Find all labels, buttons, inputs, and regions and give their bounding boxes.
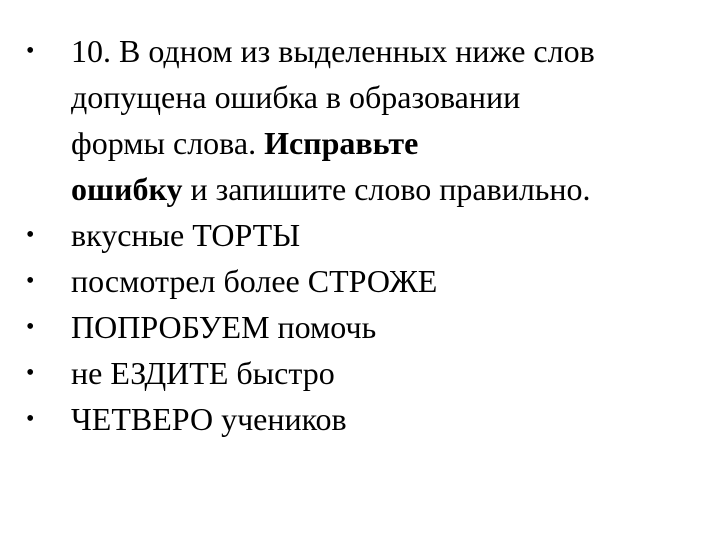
task-line-1: 10. В одном из выделенных ниже слов: [71, 33, 595, 69]
bullet-dot: •: [26, 360, 35, 386]
task-line-3: [71, 120, 706, 166]
list-item-text: вкусные ТОРТЫ: [71, 217, 301, 253]
task-line-3-bold: Исправьте: [264, 125, 419, 161]
list-item: [26, 212, 706, 258]
list-item: [26, 350, 706, 396]
task-line-3-plain: формы слова.: [71, 125, 265, 161]
bullet-dot: •: [26, 314, 35, 340]
bullet-dot: •: [26, 222, 35, 248]
list-item: [26, 396, 706, 442]
list-item-text: посмотрел более СТРОЖЕ: [71, 263, 438, 299]
bullet-dot: •: [26, 268, 35, 294]
list-item-text: не ЕЗДИТЕ быстро: [71, 355, 335, 391]
bullet-dot: •: [26, 38, 35, 64]
list-item: [26, 258, 706, 304]
task-line-4-bold: ошибку: [71, 171, 183, 207]
bullet-dot: •: [26, 406, 35, 432]
task-item: [26, 28, 706, 212]
bullet-list: [26, 28, 706, 442]
task-line-2: допущена ошибка в образовании: [71, 79, 521, 115]
list-item: [26, 304, 706, 350]
list-item-text: ПОПРОБУЕМ помочь: [71, 309, 377, 345]
task-line-4-plain: и запишите слово правильно.: [182, 171, 591, 207]
task-line-4: [71, 166, 706, 212]
list-item-text: ЧЕТВЕРО учеников: [71, 401, 347, 437]
